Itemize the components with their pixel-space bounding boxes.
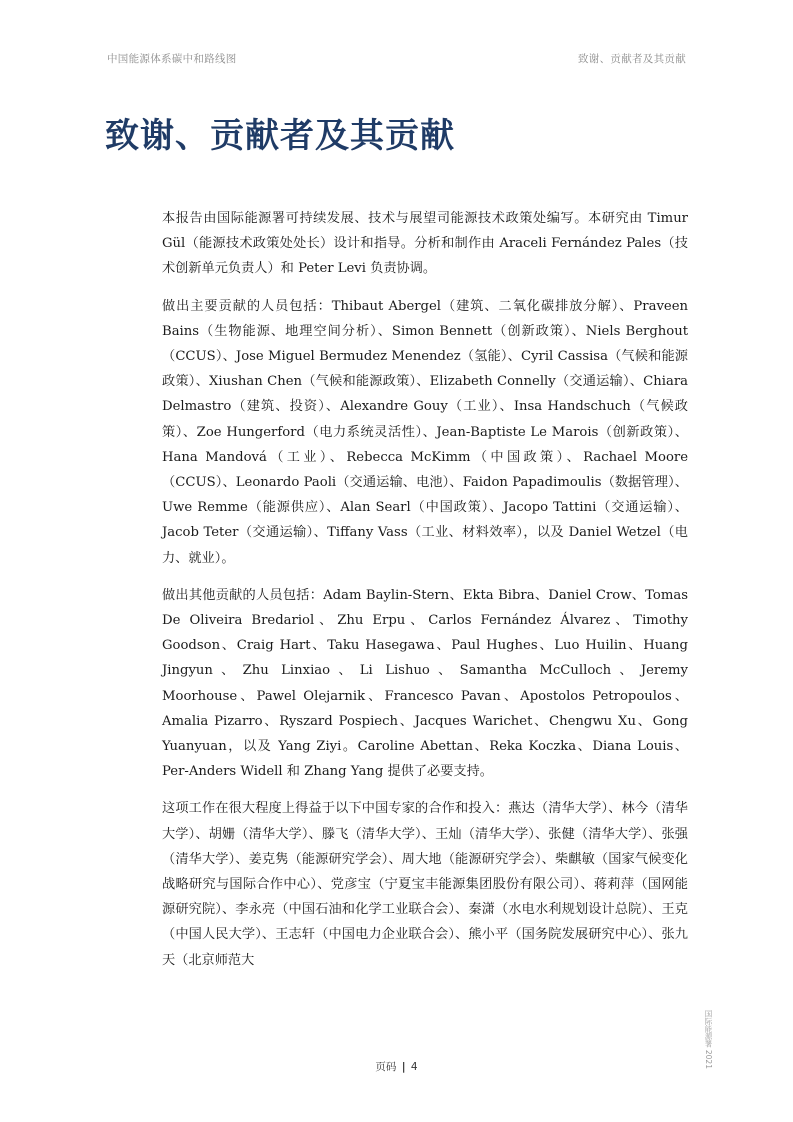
- page-title: 致谢、贡献者及其贡献: [105, 116, 455, 156]
- body-text: [162, 206, 688, 985]
- paragraph-chinese-experts: 这项工作在很大程度上得益于以下中国专家的合作和投入：燕达（清华大学）、林今（清华大学）、胡姗（清华大学）、滕飞（清华大学）、王灿（清华大学）、张健（清华大学）、张强（清华大学）、姜克隽（能源研究学会）、周大地（能源研究学会）、柴麒敏（国家气候变化战略研究与国际合作中心）、党彦宝（宁夏宝丰能源集团股份有限公司）、蒋莉萍（国网能源研究院）、李永亮（中国石油和化学工业联合会）、秦潇（水电水利规划设计总院）、王克（中国人民大学）、王志轩（中国电力企业联合会）、熊小平（国务院发展研究中心）、张九天（北京师范大: [162, 801, 688, 968]
- copyright-side-note: 国际能源署 2021: [704, 1010, 713, 1069]
- running-header-report-title: 中国能源体系碳中和路线图: [107, 53, 237, 65]
- running-header-section-title: 致谢、贡献者及其贡献: [578, 53, 686, 65]
- paragraph-other-contributors: 做出其他贡献的人员包括：Adam Baylin-Stern、Ekta Bibra、Daniel Crow、Tomas De Oliveira Bredariol、Zhu Erpu、Carlos Fernández Álvarez、Timothy Goodson、Craig Hart、Taku Hasegawa、Paul Hughes、Luo Huilin、Huang Jingyun、Zhu Linxiao、Li Lishuo、Samantha McCulloch、Jeremy Moorhouse、Pawel Olejarnik、Francesco Pavan、Apostolos Petropoulos、Amalia Pizarro、Ryszard Pospiech、Jacques Warichet、Chengwu Xu、Gong Yuanyuan，以及 Yang Ziyi。Caroline Abettan、Reka Koczka、Diana Louis、Per-Anders Widell 和 Zhang Yang 提供了必要支持。: [162, 587, 688, 780]
- paragraph-main-contributors: 做出主要贡献的人员包括：Thibaut Abergel（建筑、二氧化碳排放分解）、Praveen Bains（生物能源、地理空间分析）、Simon Bennett（创新政策）、Niels Berghout（CCUS）、Jose Miguel Bermudez Menendez（氢能）、Cyril Cassisa（气候和能源政策）、Xiushan Chen（气候和能源政策）、Elizabeth Connelly（交通运输）、Chiara Delmastro（建筑、投资）、Alexandre Gouy（工业）、Insa Handschuch（气候政策）、Zoe Hungerford（电力系统灵活性）、Jean-Baptiste Le Marois（创新政策）、Hana Mandová（工业）、Rebecca McKimm（中国政策）、Rachael Moore（CCUS）、Leonardo Paoli（交通运输、电池）、Faidon Papadimoulis（数据管理）、Uwe Remme（能源供应）、Alan Searl（中国政策）、Jacopo Tattini（交通运输）、Jacob Teter（交通运输）、Tiffany Vass（工业、材料效率），以及 Daniel Wetzel（电力、就业）。: [162, 298, 688, 566]
- page-label: 页码: [375, 1061, 397, 1073]
- paragraph-authorship: 本报告由国际能源署可持续发展、技术与展望司能源技术政策处编写。本研究由 Timur Gül（能源技术政策处处长）设计和指导。分析和制作由 Araceli Fernández Pales（技术创新单元负责人）和 Peter Levi 负责协调。: [162, 211, 688, 277]
- page-footer: [0, 1059, 793, 1074]
- page-separator: |: [401, 1061, 406, 1073]
- page-number: 4: [410, 1061, 418, 1073]
